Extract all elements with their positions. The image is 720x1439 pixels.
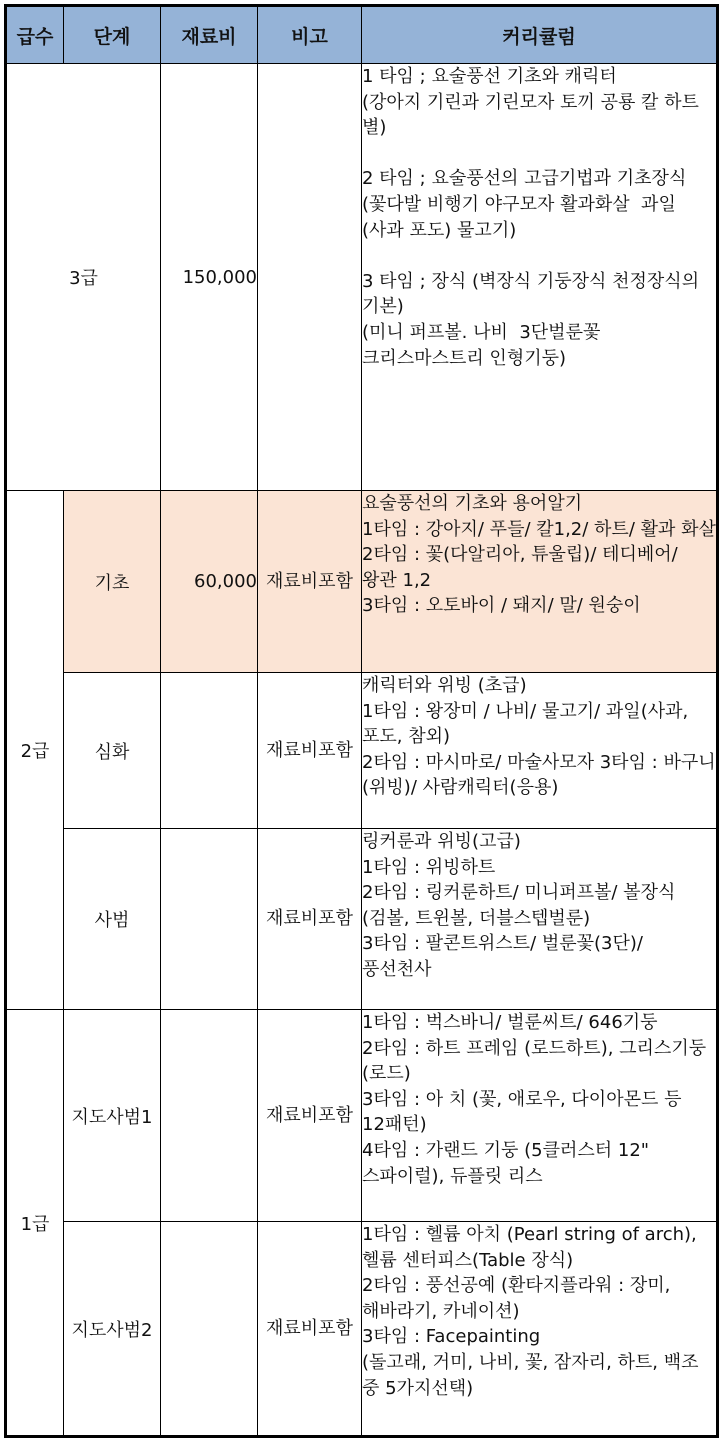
curriculum-line: 3타임 : 팔콘트위스트/ 벌룬꽃(3단)/ 풍선천사 xyxy=(362,933,649,980)
header-grade: 급수 xyxy=(6,6,64,64)
curriculum-line: 캐릭터와 위빙 (초급) xyxy=(362,675,527,696)
grade-cell: 3급 xyxy=(6,64,161,491)
curriculum-line: 2타임 : 마시마로/ 마술사모자 3타임 : 바구니(위빙)/ 사람캐릭터(응용) xyxy=(362,751,716,799)
note-cell: 재료비포함 xyxy=(258,673,362,829)
fee-cell xyxy=(161,1222,258,1437)
curriculum-cell xyxy=(362,1222,718,1437)
curriculum-line: 1타임 : 왕장미 / 나비/ 물고기/ 과일(사과, 포도, 참외) xyxy=(362,700,694,748)
curriculum-line: 2타임 : 풍선공예 (환타지플라워 : 장미, 해바라기, 카네이션) xyxy=(362,1275,677,1322)
stage-cell: 심화 xyxy=(64,673,161,829)
header-curriculum: 커리큘럼 xyxy=(362,6,718,64)
note-cell xyxy=(258,64,362,491)
curriculum-line: 1타임 : 벅스바니/ 벌룬씨트/ 646기둥 xyxy=(362,1012,658,1033)
table-row xyxy=(6,64,718,491)
curriculum-line: 3타임 : 아 치 (꽃, 애로우, 다이아몬드 등 12패턴) xyxy=(362,1088,688,1136)
note-cell: 재료비포함 xyxy=(258,491,362,673)
curriculum-cell xyxy=(362,64,718,491)
curriculum-line: 요술풍선의 기초와 용어알기 xyxy=(362,493,583,514)
grade-cell: 1급 xyxy=(6,1010,64,1437)
grade-cell: 2급 xyxy=(6,491,64,1010)
curriculum-line: (강아지 기린과 기린모자 토끼 공룡 칼 하트 별) xyxy=(362,91,705,139)
curriculum-line: 1타임 : 강아지/ 푸들/ 칼1,2/ 하트/ 활과 화살 xyxy=(362,518,716,540)
fee-cell xyxy=(161,673,258,829)
stage-cell: 사범 xyxy=(64,829,161,1010)
curriculum-line: 2타임 : 링커룬하트/ 미니퍼프볼/ 볼장식(검볼, 트윈볼, 더블스텝벌룬) xyxy=(362,882,676,929)
curriculum-line: 1 타임 ; 요술풍선 기초와 캐릭터 xyxy=(362,66,617,87)
header-note: 비고 xyxy=(258,6,362,64)
curriculum-cell xyxy=(362,829,718,1010)
curriculum-line: (미니 퍼프볼. 나비 3단벌룬꽃 크리스마스트리 인형기둥) xyxy=(362,321,612,369)
curriculum-cell xyxy=(362,1010,718,1222)
curriculum-line: 1타임 : 위빙하트 xyxy=(362,856,496,878)
curriculum-line: 1타임 : 헬륨 아치 (Pearl string of arch), 헬륨 센터피스(Table 장식) xyxy=(362,1224,703,1271)
curriculum-line: (돌고래, 거미, 나비, 꽃, 잠자리, 하트, 백조 중 5가지선택) xyxy=(362,1351,705,1399)
curriculum-line: 3타임 : Facepainting xyxy=(362,1326,541,1348)
note-cell: 재료비포함 xyxy=(258,829,362,1010)
table-row xyxy=(6,673,718,829)
curriculum-line: 4타임 : 가랜드 기둥 (5클러스터 12" 스파이럴), 듀플릿 리스 xyxy=(362,1139,655,1187)
fee-cell xyxy=(161,1010,258,1222)
curriculum-cell xyxy=(362,673,718,829)
table-row xyxy=(6,1222,718,1437)
table-row xyxy=(6,491,718,673)
curriculum-line: 2타임 : 하트 프레임 (로드하트), 그리스기둥(로드) xyxy=(362,1037,707,1085)
curriculum-line: 3 타임 ; 장식 (벽장식 기둥장식 천정장식의 기본) xyxy=(362,270,705,318)
curriculum-line: (꽃다발 비행기 야구모자 활과화살 과일(사과 포도) 물고기) xyxy=(362,193,676,241)
fee-cell: 150,000 xyxy=(161,64,258,491)
curriculum-table xyxy=(4,4,719,1438)
stage-cell: 지도사범1 xyxy=(64,1010,161,1222)
stage-cell: 기초 xyxy=(64,491,161,673)
header-stage: 단계 xyxy=(64,6,161,64)
header-fee: 재료비 xyxy=(161,6,258,64)
header-row xyxy=(6,6,718,64)
table-row xyxy=(6,1010,718,1222)
note-cell: 재료비포함 xyxy=(258,1010,362,1222)
fee-cell xyxy=(161,829,258,1010)
note-cell: 재료비포함 xyxy=(258,1222,362,1437)
stage-cell: 지도사범2 xyxy=(64,1222,161,1437)
curriculum-line: 링커룬과 위빙(고급) xyxy=(362,831,521,852)
table-row xyxy=(6,829,718,1010)
curriculum-line: 3타임 : 오토바이 / 돼지/ 말/ 원숭이 xyxy=(362,595,641,617)
curriculum-cell xyxy=(362,491,718,673)
curriculum-line: 2타임 : 꽃(다알리아, 튜울립)/ 테디베어/ 왕관 1,2 xyxy=(362,544,684,591)
fee-cell: 60,000 xyxy=(161,491,258,673)
curriculum-line: 2 타임 ; 요술풍선의 고급기법과 기초장식 xyxy=(362,168,687,190)
